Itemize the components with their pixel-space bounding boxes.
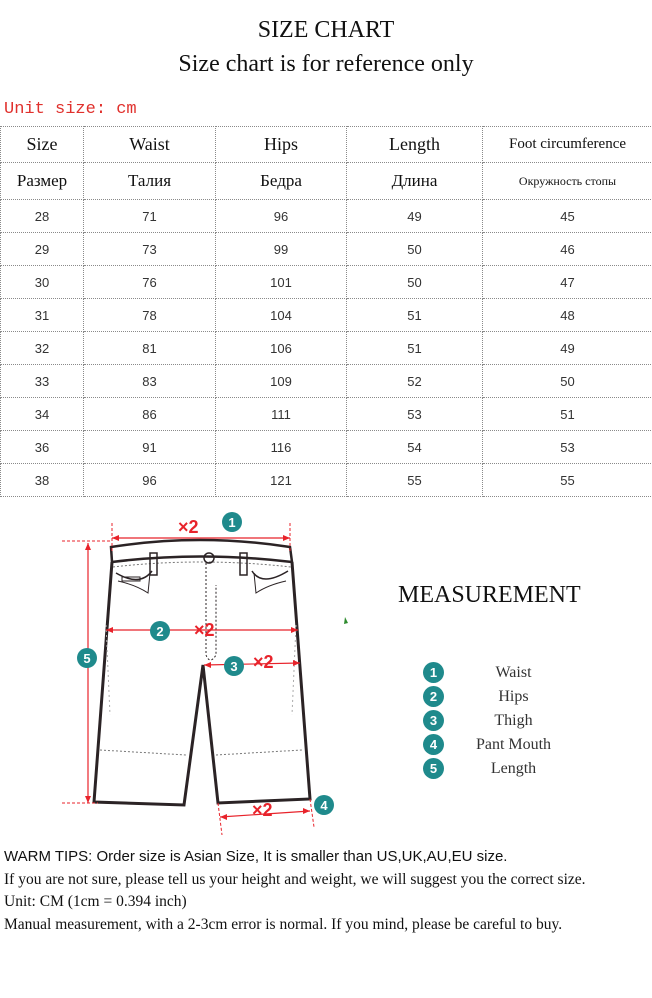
cell-waist: 76 bbox=[84, 266, 216, 299]
legend-badge: 4 bbox=[423, 734, 444, 755]
hips-multiplier: ×2 bbox=[194, 620, 215, 640]
col-header-waist-ru: Талия bbox=[84, 163, 216, 200]
legend-item-waist bbox=[423, 662, 623, 686]
table-row bbox=[1, 200, 652, 233]
warm-tips bbox=[4, 846, 648, 936]
table-row bbox=[1, 398, 652, 431]
tip-line-1: WARM TIPS: Order size is Asian Size, It is smaller than US,UK,AU,EU size. bbox=[4, 848, 508, 865]
legend-badge: 5 bbox=[423, 758, 444, 779]
legend-label: Length bbox=[490, 760, 537, 777]
shorts-illustration bbox=[94, 540, 310, 805]
cell-size: 38 bbox=[1, 464, 84, 497]
page-subtitle: Size chart is for reference only bbox=[178, 51, 474, 77]
cell-length: 51 bbox=[347, 299, 483, 332]
cell-waist: 73 bbox=[84, 233, 216, 266]
col-header-foot: Foot circumference bbox=[483, 127, 652, 163]
legend-badge: 2 bbox=[423, 686, 444, 707]
legend-label: Pant Mouth bbox=[475, 736, 552, 753]
header-row-ru bbox=[1, 163, 652, 200]
legend-item-thigh bbox=[423, 710, 623, 734]
cell-waist: 83 bbox=[84, 365, 216, 398]
tip-line-4: Manual measurement, with a 2-3cm error is normal. If you mind, please be careful to buy. bbox=[4, 915, 563, 933]
cell-hips: 101 bbox=[216, 266, 347, 299]
table-row bbox=[1, 332, 652, 365]
col-header-length-ru: Длина bbox=[347, 163, 483, 200]
badge-4-number: 4 bbox=[320, 798, 328, 813]
table-row bbox=[1, 299, 652, 332]
page-title: SIZE CHART bbox=[257, 17, 395, 43]
badge-2 bbox=[150, 621, 170, 641]
legend-label: Waist bbox=[495, 664, 532, 681]
badge-3 bbox=[224, 656, 244, 676]
cell-foot: 45 bbox=[483, 200, 652, 233]
cell-waist: 96 bbox=[84, 464, 216, 497]
col-header-hips: Hips bbox=[216, 127, 347, 163]
badge-4 bbox=[314, 795, 334, 815]
badge-5-number: 5 bbox=[83, 651, 91, 666]
legend-item-hips bbox=[423, 686, 623, 710]
cell-hips: 111 bbox=[216, 398, 347, 431]
cell-waist: 91 bbox=[84, 431, 216, 464]
cell-size: 28 bbox=[1, 200, 84, 233]
cell-foot: 50 bbox=[483, 365, 652, 398]
cell-size: 36 bbox=[1, 431, 84, 464]
waist-multiplier: ×2 bbox=[178, 517, 199, 537]
cell-length: 55 bbox=[347, 464, 483, 497]
col-header-hips-ru: Бедра bbox=[216, 163, 347, 200]
header-row-en bbox=[1, 127, 652, 163]
cell-foot: 49 bbox=[483, 332, 652, 365]
cell-length: 53 bbox=[347, 398, 483, 431]
cell-foot: 51 bbox=[483, 398, 652, 431]
legend-badge: 3 bbox=[423, 710, 444, 731]
cell-length: 50 bbox=[347, 233, 483, 266]
col-header-size-ru: Размер bbox=[1, 163, 84, 200]
cell-length: 49 bbox=[347, 200, 483, 233]
cell-size: 29 bbox=[1, 233, 84, 266]
shorts-diagram bbox=[0, 505, 360, 845]
cell-hips: 116 bbox=[216, 431, 347, 464]
legend-item-pant-mouth bbox=[423, 734, 623, 758]
badge-1 bbox=[222, 512, 242, 532]
col-header-size: Size bbox=[1, 127, 84, 163]
cell-length: 54 bbox=[347, 431, 483, 464]
measurement-legend bbox=[423, 662, 623, 782]
cell-size: 32 bbox=[1, 332, 84, 365]
col-header-foot-ru: Окружность стопы bbox=[483, 163, 652, 200]
cell-length: 51 bbox=[347, 332, 483, 365]
size-table bbox=[0, 126, 652, 497]
table-row bbox=[1, 365, 652, 398]
green-mark-icon bbox=[344, 617, 348, 624]
cell-size: 34 bbox=[1, 398, 84, 431]
tip-line-3: Unit: CM (1cm = 0.394 inch) bbox=[4, 893, 187, 910]
legend-label: Hips bbox=[498, 688, 529, 705]
cell-foot: 48 bbox=[483, 299, 652, 332]
cell-foot: 53 bbox=[483, 431, 652, 464]
cell-hips: 121 bbox=[216, 464, 347, 497]
table-row bbox=[1, 266, 652, 299]
tip-line-2: If you are not sure, please tell us your height and weight, we will suggest you the correct size. bbox=[4, 870, 586, 888]
cell-length: 50 bbox=[347, 266, 483, 299]
col-header-waist: Waist bbox=[84, 127, 216, 163]
badge-5 bbox=[77, 648, 97, 668]
cell-hips: 109 bbox=[216, 365, 347, 398]
cell-foot: 46 bbox=[483, 233, 652, 266]
cell-foot: 47 bbox=[483, 266, 652, 299]
cell-waist: 86 bbox=[84, 398, 216, 431]
cell-size: 31 bbox=[1, 299, 84, 332]
measurement-title: MEASUREMENT bbox=[398, 582, 581, 608]
badge-3-number: 3 bbox=[230, 659, 238, 674]
cell-length: 52 bbox=[347, 365, 483, 398]
cell-hips: 96 bbox=[216, 200, 347, 233]
thigh-multiplier: ×2 bbox=[253, 652, 274, 672]
cell-waist: 71 bbox=[84, 200, 216, 233]
legend-badge: 1 bbox=[423, 662, 444, 683]
col-header-length: Length bbox=[347, 127, 483, 163]
legend-label: Thigh bbox=[494, 712, 533, 729]
table-row bbox=[1, 464, 652, 497]
pant-mouth-multiplier: ×2 bbox=[252, 800, 273, 820]
cell-hips: 106 bbox=[216, 332, 347, 365]
cell-hips: 104 bbox=[216, 299, 347, 332]
table-row bbox=[1, 431, 652, 464]
badge-1-number: 1 bbox=[228, 515, 236, 530]
unit-label: Unit size: cm bbox=[4, 100, 137, 119]
legend-item-length bbox=[423, 758, 623, 782]
table-row bbox=[1, 233, 652, 266]
cell-waist: 81 bbox=[84, 332, 216, 365]
measurement-lines bbox=[62, 523, 314, 835]
cell-waist: 78 bbox=[84, 299, 216, 332]
cell-size: 30 bbox=[1, 266, 84, 299]
badge-2-number: 2 bbox=[156, 624, 164, 639]
cell-hips: 99 bbox=[216, 233, 347, 266]
cell-size: 33 bbox=[1, 365, 84, 398]
cell-foot: 55 bbox=[483, 464, 652, 497]
